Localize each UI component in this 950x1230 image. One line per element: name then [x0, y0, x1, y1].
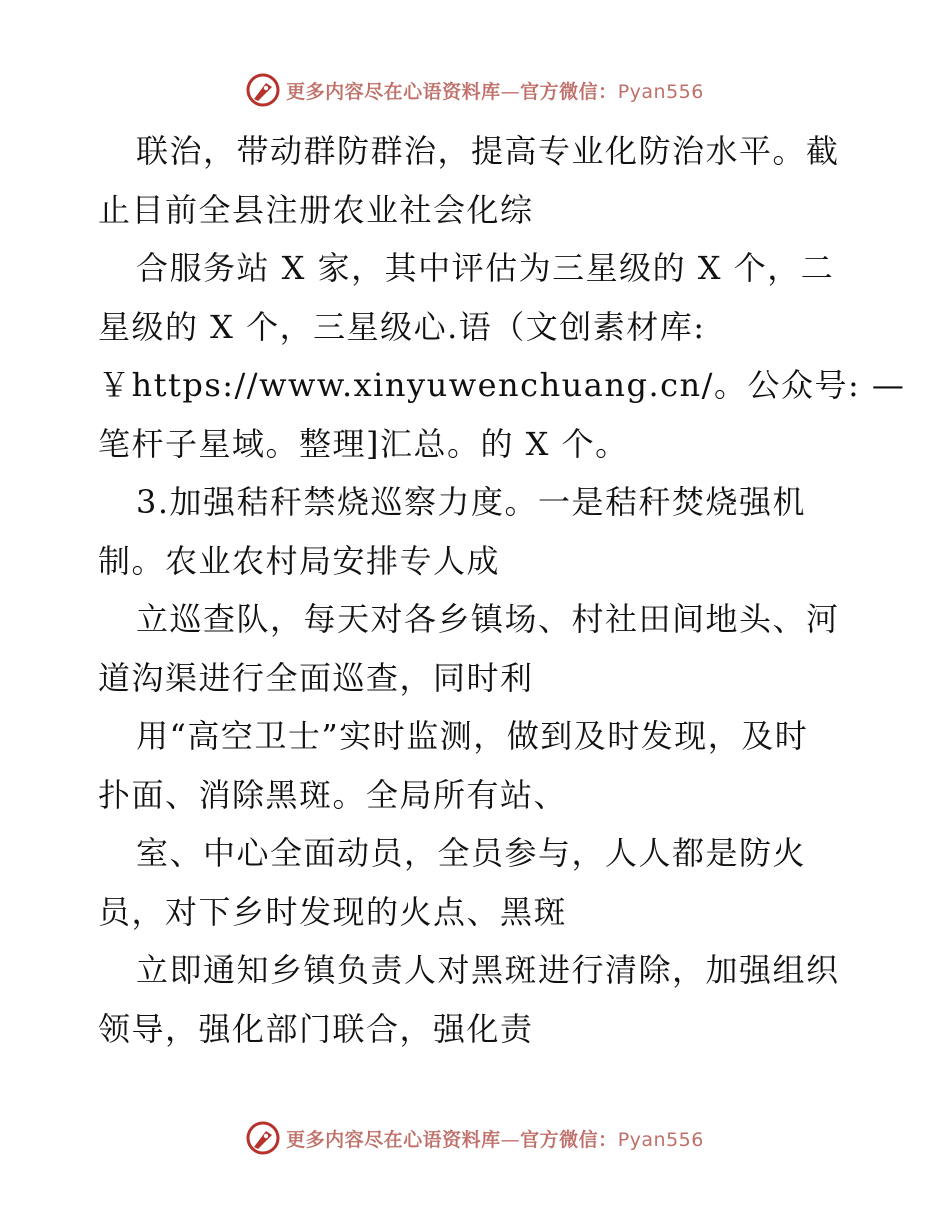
footer-banner	[0, 1118, 950, 1158]
body-line: 止目前全县注册农业社会化综	[98, 190, 534, 229]
banner-brand-text: 更多内容尽在心语资料库	[286, 80, 501, 103]
header-banner	[0, 70, 950, 110]
banner-wechat-label: 官方微信：	[520, 1128, 618, 1151]
pen-nib-logo-icon	[246, 73, 280, 107]
body-line: 员，对下乡时发现的火点、黑斑	[98, 892, 568, 931]
body-line: 室、中心全面动员，全员参与，人人都是防火	[136, 834, 807, 872]
body-line: 立即通知乡镇负责人对黑斑进行清除，加强组织	[136, 951, 840, 989]
body-line: 扑面、消除黑斑。全局所有站、	[98, 775, 568, 814]
body-line: 道沟渠进行全面巡查，同时利	[98, 658, 534, 697]
body-line: 领导，强化部门联合，强化责	[98, 1009, 534, 1048]
body-line: 用“高空卫士”实时监测，做到及时发现，及时	[136, 717, 809, 755]
banner-separator: —	[500, 1128, 521, 1151]
banner-wechat-id: Pyan556	[617, 1128, 704, 1151]
body-line: 制。农业农村局安排专人成	[98, 541, 501, 580]
body-line: 3.加强秸秆禁烧巡察力度。一是秸秆焚烧强机	[136, 483, 807, 521]
body-line: 联治，带动群防群治，提高专业化防治水平。截	[136, 132, 840, 170]
banner-separator: —	[500, 80, 521, 103]
body-line: 合服务站 X 家，其中评估为三星级的 X 个，二	[136, 249, 835, 287]
body-line: ￥https://www.xinyuwenchuang.cn/。公众号: —	[98, 366, 906, 404]
body-line: 星级的 X 个，三星级心.语（文创素材库:	[98, 307, 706, 346]
body-line: 笔杆子星域。整理]汇总。的 X 个。	[98, 424, 629, 463]
banner-text	[286, 1125, 704, 1152]
banner-wechat-id: Pyan556	[617, 80, 704, 103]
pen-nib-logo-icon	[246, 1121, 280, 1155]
banner-brand-text: 更多内容尽在心语资料库	[286, 1128, 501, 1151]
banner-text	[286, 77, 704, 104]
banner-wechat-label: 官方微信：	[520, 80, 618, 103]
body-line: 立巡查队，每天对各乡镇场、村社田间地头、河	[136, 600, 840, 638]
document-body	[98, 122, 906, 1058]
